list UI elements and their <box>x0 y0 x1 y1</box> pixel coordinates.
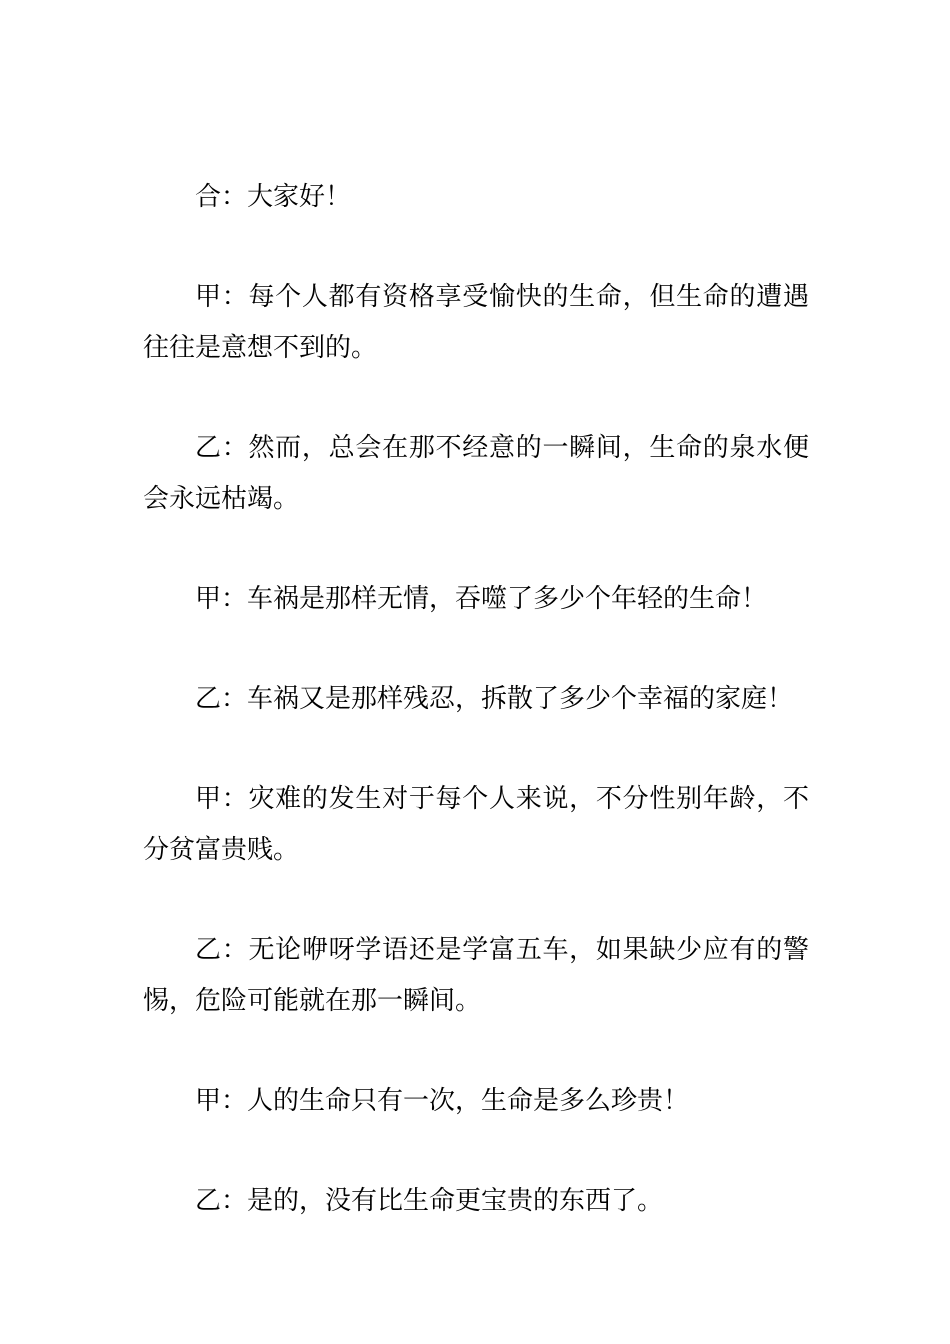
paragraph-9: 乙：是的，没有比生命更宝贵的东西了。 <box>195 1186 664 1216</box>
paragraph-8: 甲：人的生命只有一次，生命是多么珍贵！ <box>195 1086 690 1116</box>
paragraph-3: 乙：然而，总会在那不经意的一瞬间，生命的泉水便会永远枯竭。 <box>143 433 809 514</box>
paragraph-7: 乙：无论咿呀学语还是学富五车，如果缺少应有的警惕，危险可能就在那一瞬间。 <box>143 935 809 1016</box>
paragraph-2: 甲：每个人都有资格享受愉快的生命，但生命的遭遇往往是意想不到的。 <box>143 282 809 363</box>
paragraph-5: 乙：车祸又是那样残忍，拆散了多少个幸福的家庭！ <box>195 684 794 714</box>
document-body <box>143 172 809 1276</box>
paragraph-1: 合：大家好！ <box>195 182 352 212</box>
paragraph-6: 甲：灾难的发生对于每个人来说，不分性别年龄，不分贫富贵贱。 <box>143 784 809 865</box>
paragraph-4: 甲：车祸是那样无情，吞噬了多少个年轻的生命！ <box>195 584 768 614</box>
